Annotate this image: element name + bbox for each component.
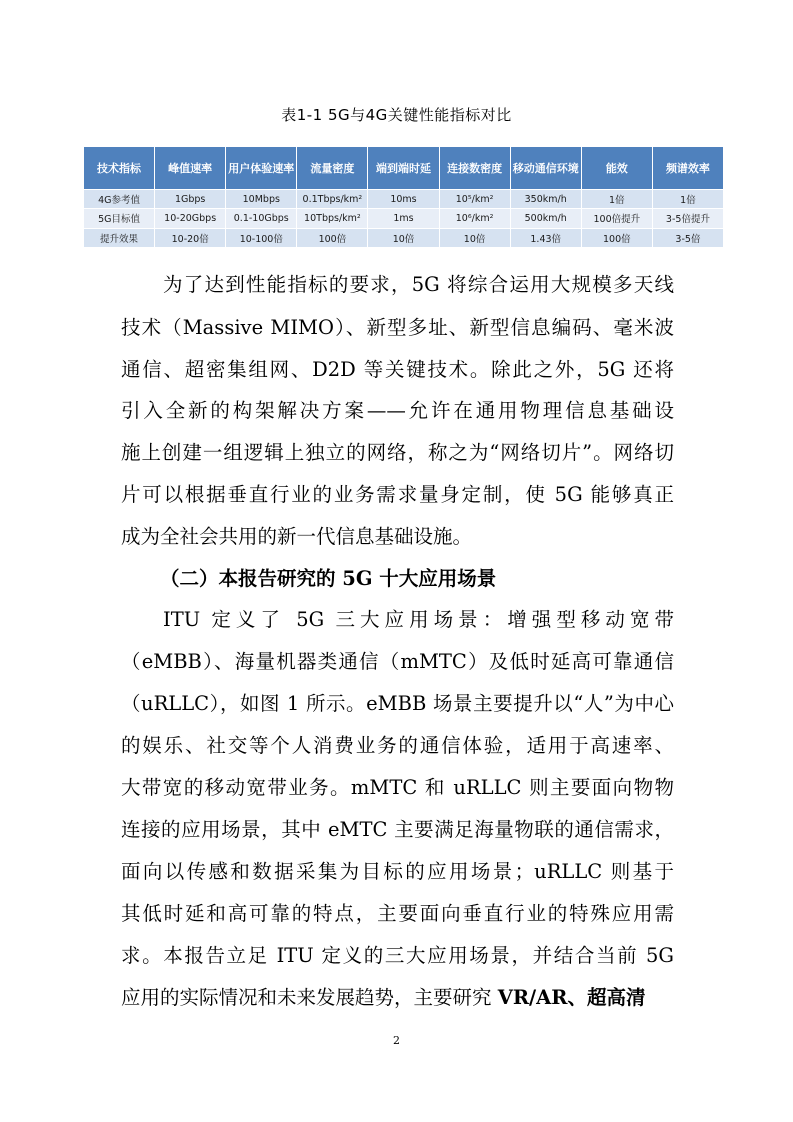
table-cell: 100倍提升 bbox=[582, 209, 652, 227]
paragraph-line: 的娱乐、社交等个人消费业务的通信体验，适用于高速率、 bbox=[121, 734, 674, 757]
line-text: 应用的实际情况和未来发展趋势，主要研究 bbox=[121, 986, 498, 1009]
header-cell: 端到端时延 bbox=[368, 147, 438, 189]
header-cell: 频谱效率 bbox=[653, 147, 723, 189]
table-cell: 10-20倍 bbox=[155, 229, 225, 247]
header-cell: 能效 bbox=[582, 147, 652, 189]
kpi-comparison-table bbox=[83, 146, 724, 248]
paragraph-line: （eMBB）、海量机器类通信（mMTC）及低时延高可靠通信 bbox=[121, 650, 674, 673]
table-cell: 1Gbps bbox=[155, 190, 225, 208]
table-cell: 500km/h bbox=[511, 209, 581, 227]
paragraph-line: 成为全社会共用的新一代信息基础设施。 bbox=[121, 525, 473, 548]
paragraph-line: 片可以根据垂直行业的业务需求量身定制，使 5G 能够真正 bbox=[121, 483, 674, 506]
table-header-row bbox=[84, 147, 723, 189]
header-cell: 移动通信环境 bbox=[511, 147, 581, 189]
table-cell: 10倍 bbox=[440, 229, 510, 247]
table-row bbox=[84, 190, 723, 208]
table-row bbox=[84, 229, 723, 247]
table-cell: 0.1Tbps/km² bbox=[297, 190, 367, 208]
table-cell: 1.43倍 bbox=[511, 229, 581, 247]
table-cell: 10-20Gbps bbox=[155, 209, 225, 227]
header-cell: 连接数密度 bbox=[440, 147, 510, 189]
table-cell: 提升效果 bbox=[84, 229, 154, 247]
bold-text: VR/AR、超高清 bbox=[497, 986, 646, 1009]
paragraph-line: 通信、超密集组网、D2D 等关键技术。除此之外，5G 还将 bbox=[121, 358, 674, 381]
table-cell: 1倍 bbox=[653, 190, 723, 208]
table-caption: 表1-1 5G与4G关键性能指标对比 bbox=[281, 106, 512, 124]
table-cell: 350km/h bbox=[511, 190, 581, 208]
table-row bbox=[84, 209, 723, 227]
paragraph-line: （uRLLC），如图 1 所示。eMBB 场景主要提升以“人”为中心 bbox=[121, 692, 674, 715]
table-cell: 10⁵/km² bbox=[440, 190, 510, 208]
header-cell: 用户体验速率 bbox=[226, 147, 296, 189]
table-cell: 10Tbps/km² bbox=[297, 209, 367, 227]
table-cell: 10-100倍 bbox=[226, 229, 296, 247]
header-cell: 峰值速率 bbox=[155, 147, 225, 189]
table-cell: 100倍 bbox=[297, 229, 367, 247]
paragraph-line: 求。本报告立足 ITU 定义的三大应用场景，并结合当前 5G bbox=[121, 944, 674, 967]
table-cell: 4G参考值 bbox=[84, 190, 154, 208]
paragraph-line: 施上创建一组逻辑上独立的网络，称之为“网络切片”。网络切 bbox=[121, 441, 674, 464]
table-cell: 3-5倍提升 bbox=[653, 209, 723, 227]
table-cell: 3-5倍 bbox=[653, 229, 723, 247]
page-number: 2 bbox=[393, 1034, 400, 1047]
header-cell: 流量密度 bbox=[297, 147, 367, 189]
table-cell: 10⁶/km² bbox=[440, 209, 510, 227]
section-heading: （二）本报告研究的 5G 十大应用场景 bbox=[160, 567, 497, 590]
paragraph-line: ITU 定义了 5G 三大应用场景：增强型移动宽带 bbox=[163, 608, 674, 631]
paragraph-line: 引入全新的构架解决方案——允许在通用物理信息基础设 bbox=[121, 399, 674, 422]
header-cell: 技术指标 bbox=[84, 147, 154, 189]
table-cell: 10倍 bbox=[368, 229, 438, 247]
paragraph-line: 大带宽的移动宽带业务。mMTC 和 uRLLC 则主要面向物物 bbox=[121, 776, 674, 799]
paragraph-line bbox=[121, 985, 674, 1011]
table-cell: 10Mbps bbox=[226, 190, 296, 208]
paragraph-line: 连接的应用场景，其中 eMTC 主要满足海量物联的通信需求， bbox=[121, 818, 674, 841]
table-cell: 5G目标值 bbox=[84, 209, 154, 227]
table-cell: 1ms bbox=[368, 209, 438, 227]
paragraph-line: 技术（Massive MIMO）、新型多址、新型信息编码、毫米波 bbox=[121, 316, 674, 339]
paragraph-line: 其低时延和高可靠的特点，主要面向垂直行业的特殊应用需 bbox=[121, 902, 674, 925]
paragraph-line: 面向以传感和数据采集为目标的应用场景；uRLLC 则基于 bbox=[121, 860, 674, 883]
table-cell: 0.1-10Gbps bbox=[226, 209, 296, 227]
paragraph-line: 为了达到性能指标的要求，5G 将综合运用大规模多天线 bbox=[163, 273, 674, 296]
table-cell: 100倍 bbox=[582, 229, 652, 247]
table-cell: 1倍 bbox=[582, 190, 652, 208]
table-cell: 10ms bbox=[368, 190, 438, 208]
